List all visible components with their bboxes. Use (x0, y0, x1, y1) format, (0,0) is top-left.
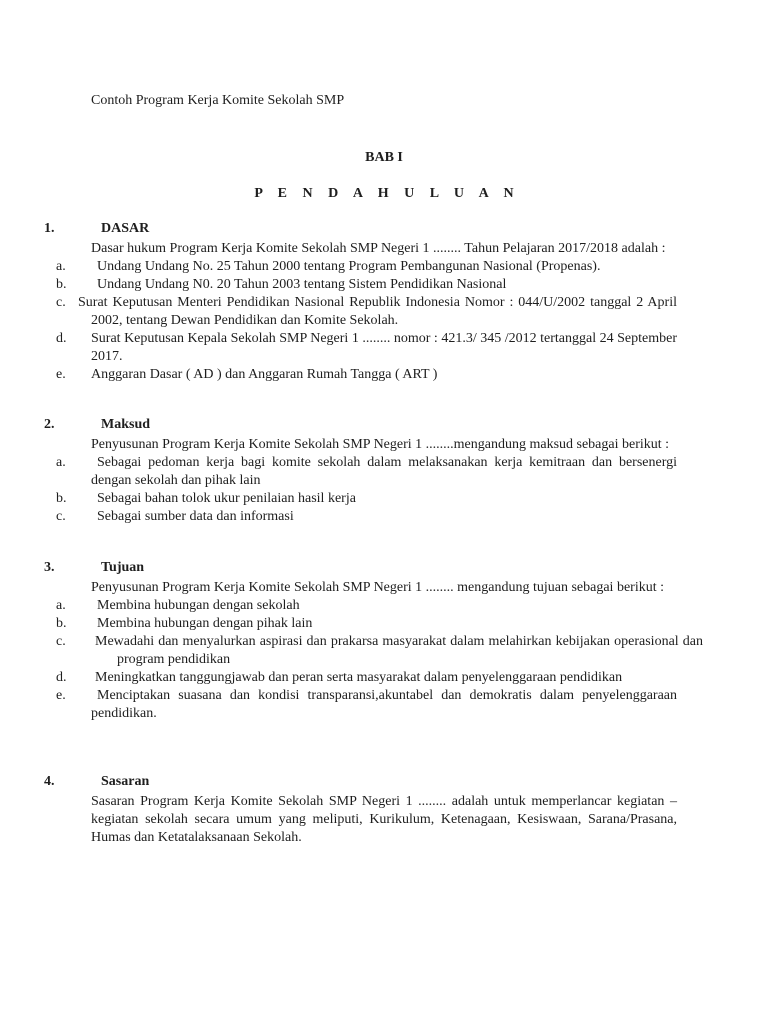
item-letter: b. (56, 616, 67, 631)
item-letter: e. (56, 688, 66, 703)
item-letter: c. (56, 509, 66, 524)
item-list (0, 597, 768, 723)
list-item (0, 597, 768, 615)
item-text: Menciptakan suasana dan kondisi transparansi,akuntabel dan demokratis dalam penyelenggaraan pendidikan. (91, 688, 677, 721)
item-letter: c. (56, 295, 66, 310)
list-item (0, 615, 768, 633)
chapter-heading: BAB I (365, 150, 403, 165)
list-item (0, 366, 768, 384)
item-text: Sebagai bahan tolok ukur penilaian hasil kerja (97, 491, 356, 506)
item-letter: a. (56, 598, 66, 613)
section-tujuan (0, 560, 768, 723)
item-letter: a. (56, 259, 66, 274)
list-item (0, 687, 768, 723)
item-list (0, 454, 768, 526)
item-letter: d. (56, 670, 67, 685)
item-letter: c. (56, 634, 66, 649)
section-number: 2. (44, 417, 55, 432)
section-intro: Penyusunan Program Kerja Komite Sekolah SMP Negeri 1 ........mengandung maksud sebagai berikut : (91, 437, 670, 452)
chapter-title: P E N D A H U L U A N (254, 186, 520, 201)
section-maksud (0, 417, 768, 526)
section-title: Maksud (101, 417, 151, 432)
section-dasar (0, 221, 768, 384)
section-number: 4. (44, 774, 55, 789)
item-text: Sebagai sumber data dan informasi (97, 509, 294, 524)
list-item (0, 258, 768, 276)
list-item (0, 330, 768, 366)
section-title: Sasaran (101, 774, 150, 789)
item-text: Sebagai pedoman kerja bagi komite sekolah dalam melaksanakan kerja kemitraan dan bersenergi dengan sekolah dan pihak lain (91, 455, 677, 488)
item-text: Anggaran Dasar ( AD ) dan Anggaran Rumah Tangga ( ART ) (91, 367, 438, 382)
list-item (0, 276, 768, 294)
list-item (0, 633, 768, 669)
item-text: Meningkatkan tanggungjawab dan peran serta masyarakat dalam penyelenggaraan pendidikan (95, 670, 623, 685)
section-number: 1. (44, 221, 55, 236)
item-text: Membina hubungan dengan sekolah (97, 598, 300, 613)
item-text: Surat Keputusan Kepala Sekolah SMP Negeri 1 ........ nomor : 421.3/ 345 /2012 tertanggal 24 September 2017. (91, 331, 677, 364)
item-text: Surat Keputusan Menteri Pendidikan Nasional Republik Indonesia Nomor : 044/U/2002 tanggal 2 April 2002, tentang Dewan Pendidikan dan Komite Sekolah. (78, 295, 677, 328)
document-title: Contoh Program Kerja Komite Sekolah SMP (91, 93, 345, 108)
item-text: Mewadahi dan menyalurkan aspirasi dan prakarsa masyarakat dalam melahirkan kebijakan operasional dan program pendidikan (95, 634, 703, 667)
item-letter: b. (56, 491, 67, 506)
item-text: Membina hubungan dengan pihak lain (97, 616, 313, 631)
section-intro: Penyusunan Program Kerja Komite Sekolah SMP Negeri 1 ........ mengandung tujuan sebagai berikut : (91, 580, 664, 595)
item-letter: a. (56, 455, 66, 470)
list-item (0, 454, 768, 490)
item-text: Undang Undang No. 25 Tahun 2000 tentang Program Pembangunan Nasional (Propenas). (97, 259, 601, 274)
section-intro: Dasar hukum Program Kerja Komite Sekolah SMP Negeri 1 ........ Tahun Pelajaran 2017/2018 adalah : (91, 241, 666, 256)
section-sasaran (0, 774, 768, 847)
section-title: DASAR (101, 221, 150, 236)
section-intro: Sasaran Program Kerja Komite Sekolah SMP Negeri 1 ........ adalah untuk memperlancar kegiatan – kegiatan sekolah secara umum yang meliputi, Kurikulum, Ketenagaan, Kesiswaan, Sarana/Prasana, Humas dan Ketatalaksanaan Sekolah. (91, 794, 677, 845)
section-number: 3. (44, 560, 55, 575)
list-item (0, 508, 768, 526)
item-list (0, 258, 768, 384)
item-letter: d. (56, 331, 67, 346)
list-item (0, 490, 768, 508)
item-letter: e. (56, 367, 66, 382)
list-item (0, 669, 768, 687)
list-item (0, 294, 768, 330)
item-text: Undang Undang N0. 20 Tahun 2003 tentang Sistem Pendidikan Nasional (97, 277, 507, 292)
section-title: Tujuan (101, 560, 145, 575)
item-letter: b. (56, 277, 67, 292)
